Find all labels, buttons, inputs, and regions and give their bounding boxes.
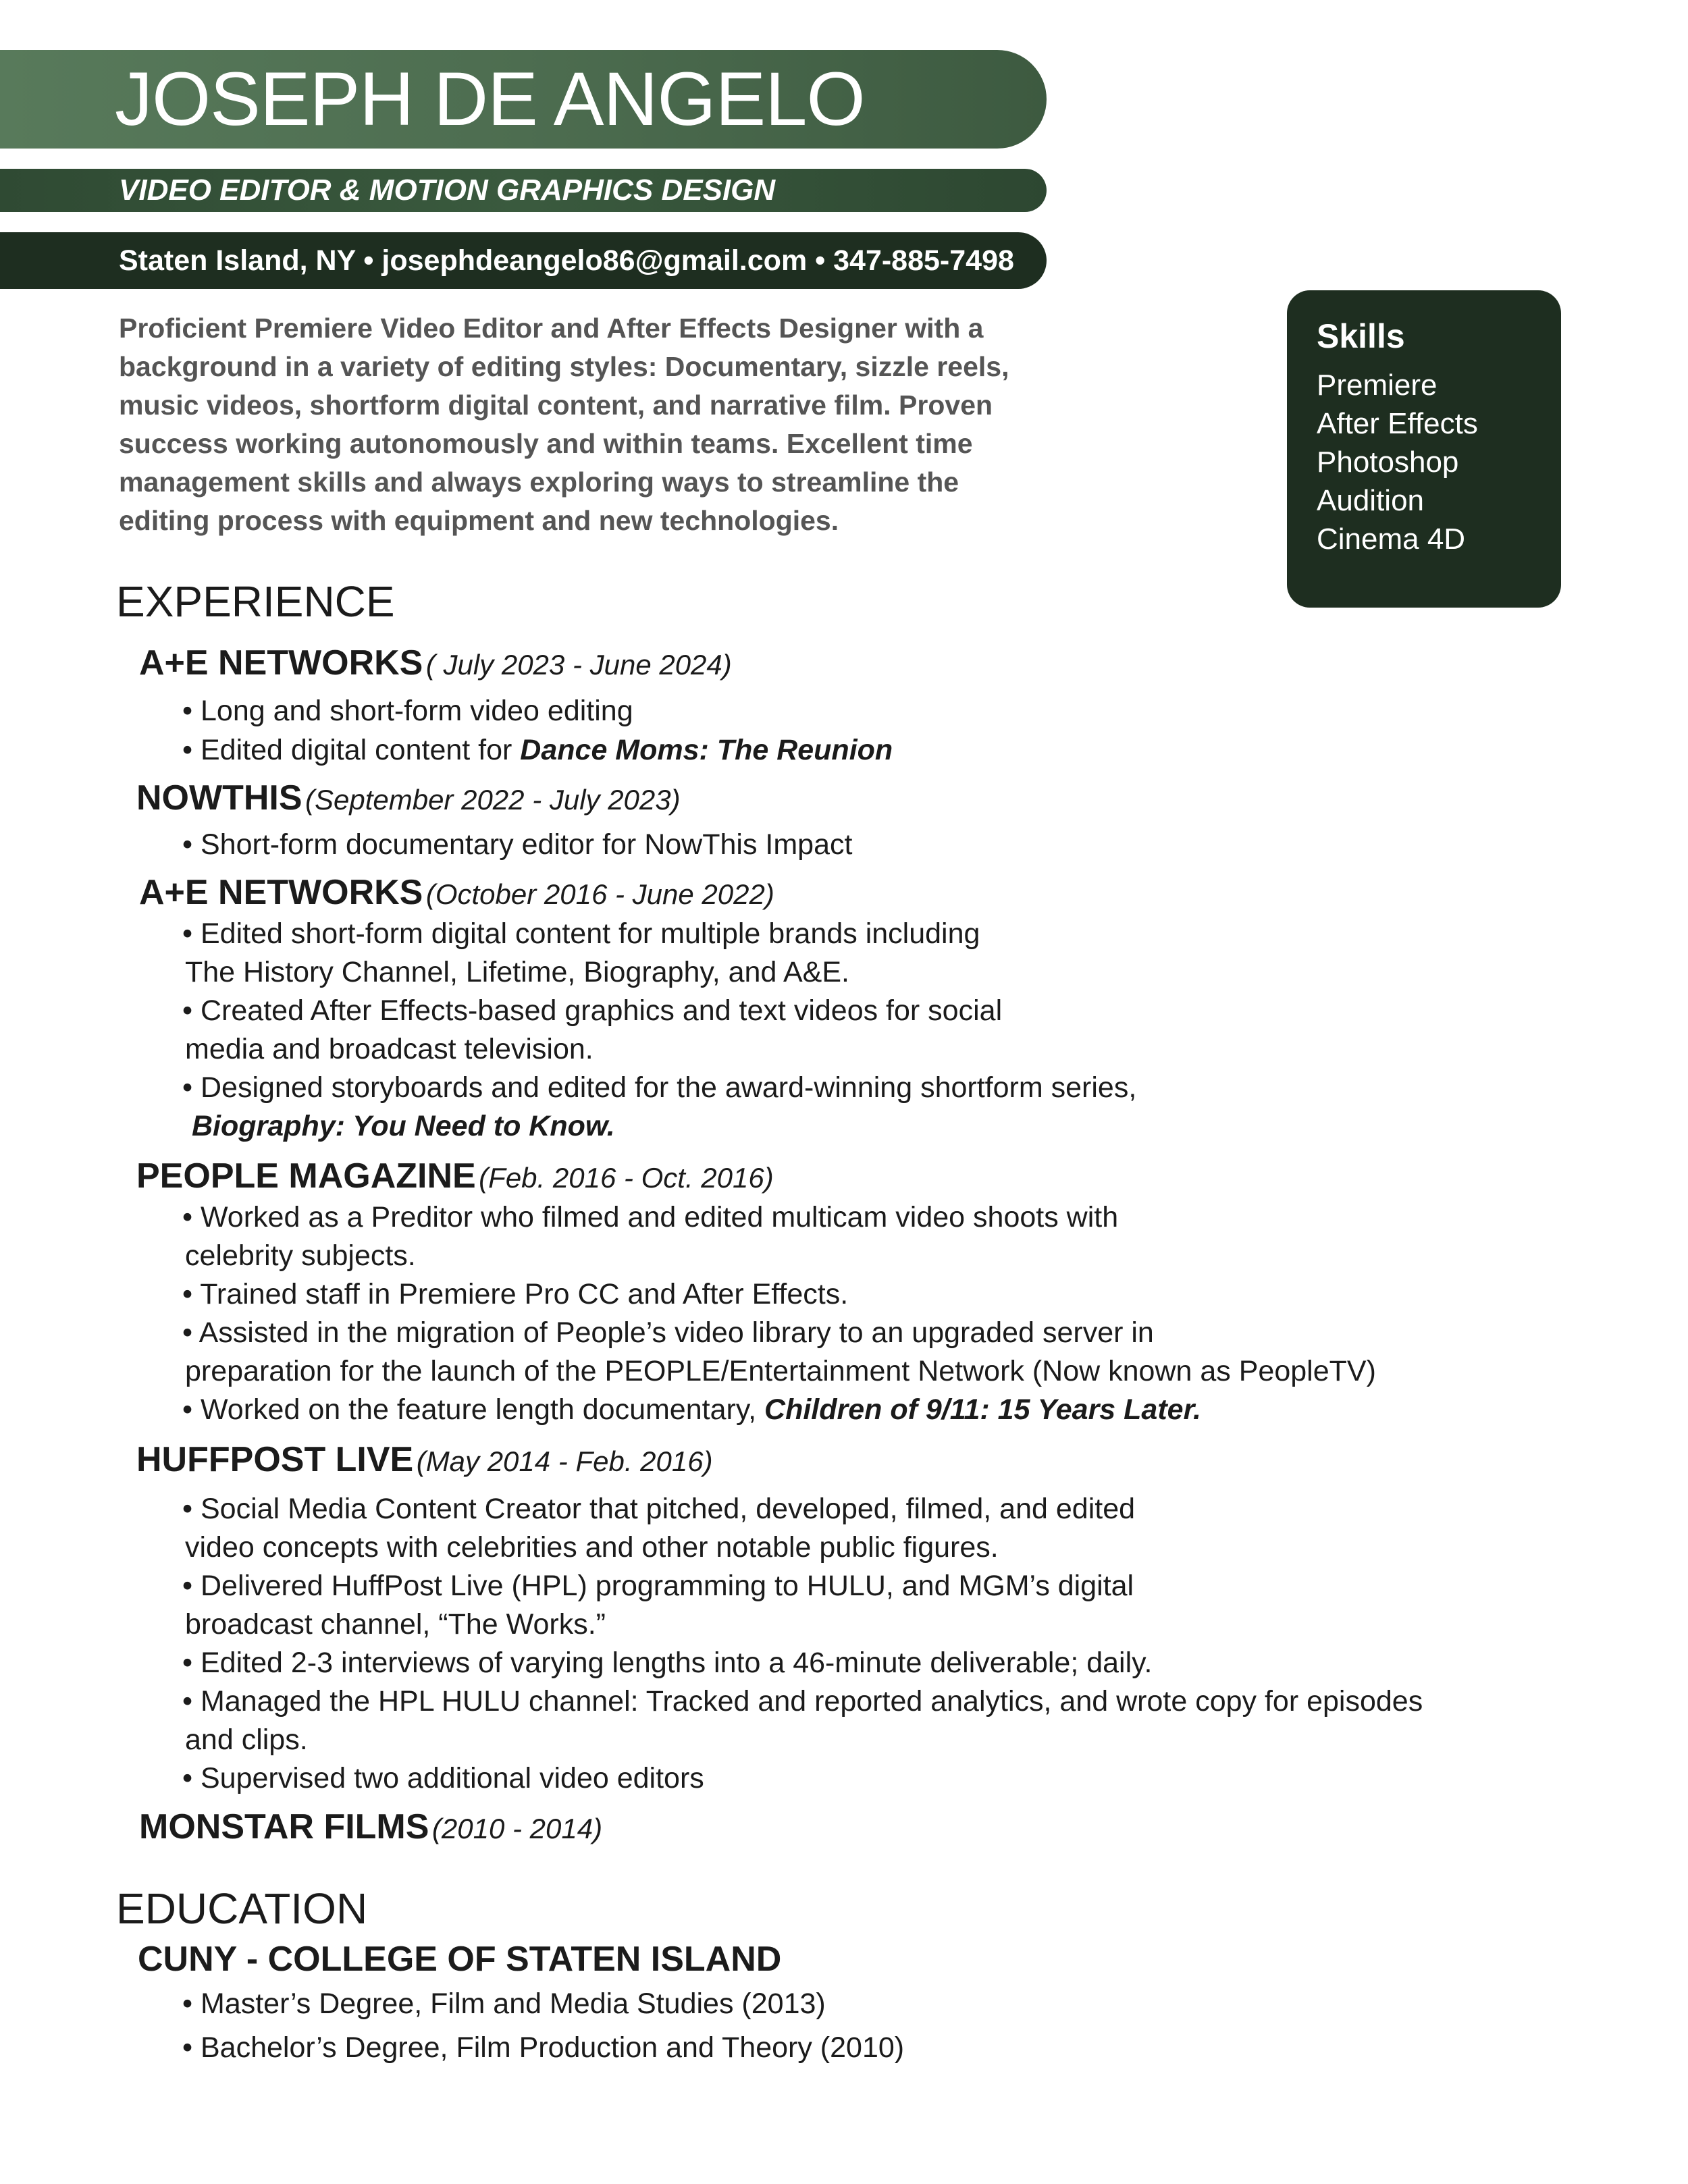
series-title: Biography: You Need to Know. — [192, 1110, 615, 1142]
summary-line: success working autonomously and within teams. Excellent time — [119, 428, 973, 459]
summary-line: background in a variety of editing styles: Documentary, sizzle reels, — [119, 351, 1009, 382]
company-name: NOWTHIS — [136, 778, 302, 818]
degree-item: • Bachelor’s Degree, Film Production and Theory (2010) — [182, 2031, 905, 2064]
job-dates: (September 2022 - July 2023) — [305, 784, 681, 816]
company-name: A+E NETWORKS — [139, 873, 423, 912]
experience-heading: EXPERIENCE — [116, 577, 395, 626]
job-bullet: • Created After Effects-based graphics and text videos for social — [182, 994, 1003, 1027]
bullet-text: • Edited digital content for — [182, 734, 521, 766]
skill-item: Audition — [1317, 484, 1425, 517]
job-bullet: • Designed storyboards and edited for the award-winning shortform series, — [182, 1071, 1137, 1104]
job-bullet: • Worked as a Preditor who filmed and edited multicam video shoots with — [182, 1201, 1119, 1233]
summary-paragraph — [119, 309, 1064, 540]
company-name: HUFFPOST LIVE — [136, 1440, 414, 1479]
company-name: PEOPLE MAGAZINE — [136, 1156, 476, 1196]
job-bullet: • Edited 2-3 interviews of varying lengths into a 46-minute deliverable; daily. — [182, 1647, 1153, 1679]
job-bullet: • Managed the HPL HULU channel: Tracked and reported analytics, and wrote copy for episodes — [182, 1685, 1423, 1717]
summary-line: Proficient Premiere Video Editor and After Effects Designer with a — [119, 313, 984, 344]
skills-title: Skills — [1317, 317, 1405, 355]
job-bullet: • Delivered HuffPost Live (HPL) programming to HULU, and MGM’s digital — [182, 1570, 1134, 1602]
job-title: VIDEO EDITOR & MOTION GRAPHICS DESIGN — [119, 174, 776, 207]
company-name: A+E NETWORKS — [139, 643, 423, 683]
skill-item: After Effects — [1317, 407, 1478, 440]
job-bullet: • Short-form documentary editor for NowThis Impact — [182, 828, 853, 861]
job-bullet: • Edited short-form digital content for multiple brands including — [182, 917, 980, 950]
job-bullet: • Social Media Content Creator that pitched, developed, filmed, and edited — [182, 1493, 1136, 1525]
job-header — [136, 1156, 774, 1196]
job-dates: (2010 - 2014) — [431, 1813, 603, 1844]
job-bullet-continuation: celebrity subjects. — [185, 1240, 416, 1272]
summary-line: editing process with equipment and new technologies. — [119, 505, 839, 536]
skill-item: Cinema 4D — [1317, 523, 1466, 556]
job-bullet-continuation: preparation for the launch of the PEOPLE/Entertainment Network (Now known as PeopleTV) — [185, 1355, 1376, 1387]
job-header — [139, 643, 732, 683]
skill-item: Premiere — [1317, 369, 1438, 402]
skill-item: Photoshop — [1317, 446, 1459, 479]
job-header — [136, 778, 681, 818]
candidate-name: JOSEPH DE ANGELO — [115, 57, 865, 141]
job-dates: (October 2016 - June 2022) — [425, 878, 774, 910]
skills-panel — [1287, 290, 1561, 608]
job-bullet: • Trained staff in Premiere Pro CC and After Effects. — [182, 1278, 849, 1310]
job-bullet: • Supervised two additional video editors — [182, 1762, 704, 1794]
job-bullet: • Assisted in the migration of People’s video library to an upgraded server in — [182, 1316, 1154, 1349]
job-bullet-continuation: broadcast channel, “The Works.” — [185, 1608, 606, 1641]
job-bullet-continuation: video concepts with celebrities and other notable public figures. — [185, 1531, 999, 1564]
job-dates: (Feb. 2016 - Oct. 2016) — [479, 1162, 774, 1194]
job-bullet-continuation: The History Channel, Lifetime, Biography, and A&E. — [185, 956, 849, 988]
contact-info: Staten Island, NY • josephdeangelo86@gmail.com • 347-885-7498 — [119, 244, 1014, 277]
job-dates: (May 2014 - Feb. 2016) — [416, 1445, 713, 1477]
show-title: Dance Moms: The Reunion — [520, 734, 893, 766]
job-bullet: • Long and short-form video editing — [182, 695, 633, 727]
education-heading: EDUCATION — [116, 1884, 368, 1933]
job-bullet-continuation: and clips. — [185, 1724, 308, 1756]
company-name: MONSTAR FILMS — [139, 1807, 429, 1846]
job-bullet-continuation: media and broadcast television. — [185, 1033, 594, 1065]
job-bullet — [182, 731, 893, 770]
job-header — [136, 1439, 713, 1480]
documentary-title: Children of 9/11: 15 Years Later. — [764, 1393, 1201, 1426]
job-header — [139, 1807, 602, 1847]
summary-line: management skills and always exploring ways to streamline the — [119, 467, 959, 498]
job-bullet — [182, 1391, 1201, 1429]
job-header — [139, 872, 774, 913]
school-name: CUNY - COLLEGE OF STATEN ISLAND — [138, 1940, 782, 1979]
summary-line: music videos, shortform digital content, and narrative film. Proven — [119, 390, 993, 421]
job-dates: ( July 2023 - June 2024) — [425, 649, 732, 681]
degree-item: • Master’s Degree, Film and Media Studies (2013) — [182, 1988, 826, 2020]
bullet-text: • Worked on the feature length documentary, — [182, 1393, 765, 1426]
